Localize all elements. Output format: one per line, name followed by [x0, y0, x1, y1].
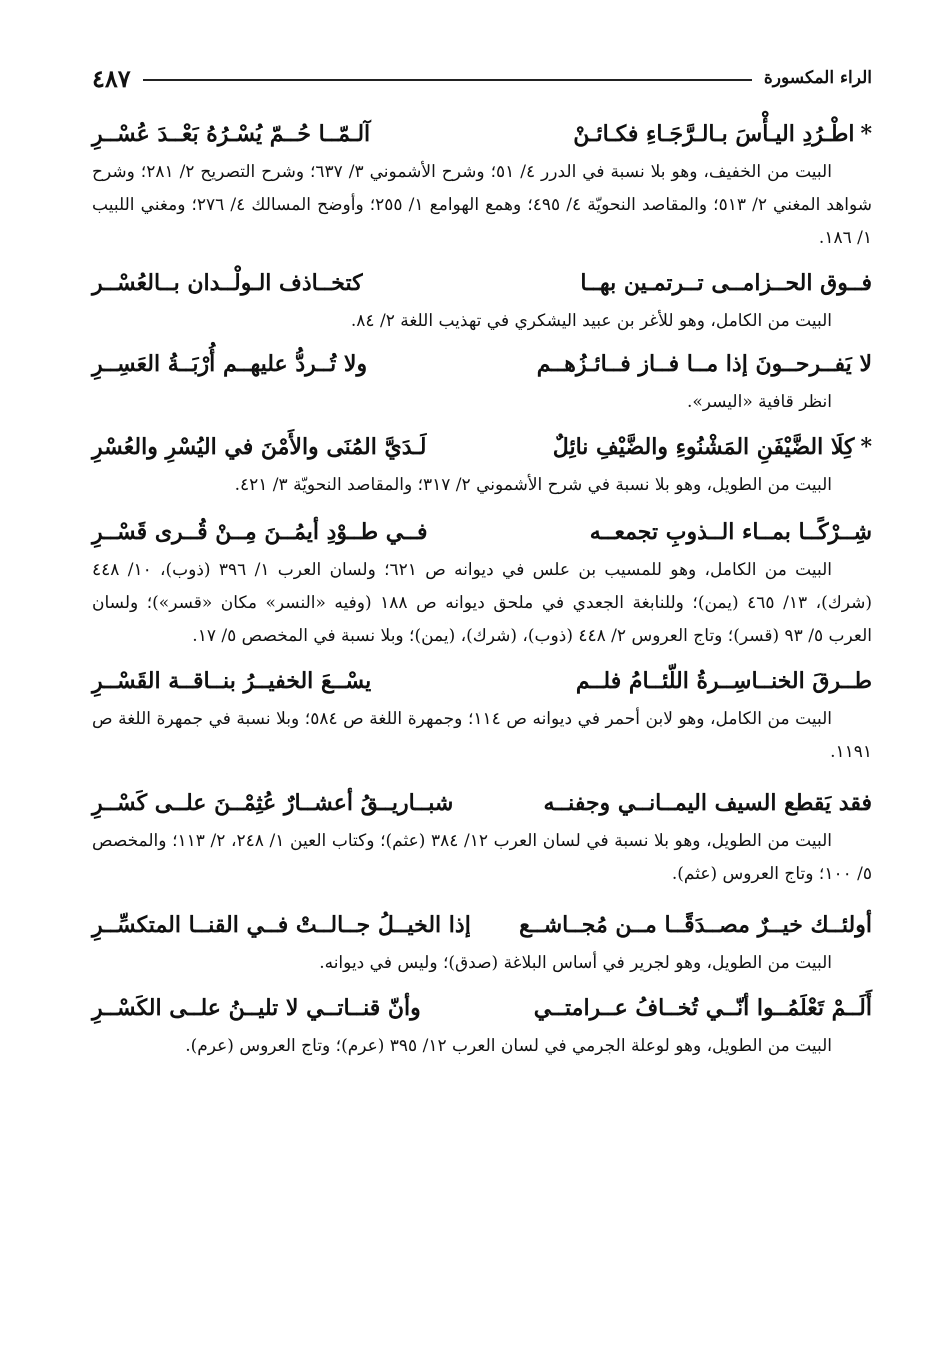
- citation-note: البيت من الطويل، وهو بلا نسبة في لسان العرب ١٢/ ٣٨٤ (عثم)؛ وكتاب العين ١/ ٢٤٨، ٢/ ١١٣؛ والمخصص ٥/ ١٠٠؛ وتاج العروس (عثم).: [92, 831, 872, 884]
- first-hemistich: أولئــك خيــرٌ مصــدَقًــا مــن مُجــاشــع: [519, 912, 872, 938]
- page-number: ٤٨٧: [92, 63, 131, 93]
- verse-entry: [92, 261, 872, 338]
- second-hemistich: آلـمّــا حُــمّ يُسْـرُهُ بَعْــدَ عُسْــرِ: [92, 121, 371, 147]
- first-hemistich: فــوق الحــزامــى تــرتمـين بهــا: [580, 270, 872, 296]
- chapter-title: الراء المكسورة: [763, 68, 872, 88]
- second-hemistich: ولا تُــردُّ عليهــم أُرْبَــةُ العَسِــرِ: [92, 351, 368, 377]
- star-marker: *: [860, 121, 872, 147]
- second-hemistich: شبــاريــقُ أعشــارٌ عُثِمْــنَ علــى كَسْــرِ: [92, 790, 454, 816]
- second-hemistich: وأنّ قنــاتــي لا تليــنُ علــى الكَسْــرِ: [92, 995, 421, 1021]
- citation-note: البيت من الطويل، وهو لجرير في أساس البلاغة (صدق)؛ وليس في ديوانه.: [319, 953, 832, 973]
- verse-line: [92, 659, 872, 703]
- first-hemistich: لا يَفــرحــونَ إذا مــا فــاز فــائـزُهــم: [536, 351, 872, 377]
- verse-line: [92, 510, 872, 554]
- verse-line: [92, 261, 872, 305]
- citation-note: انظر قافية «اليسر».: [686, 392, 832, 412]
- first-hemistich: فقد يَقطع السيف اليمــانــي وجفنــه: [543, 790, 872, 816]
- citation-note: البيت من الطويل، وهو لوعلة الجرمي في لسان العرب ١٢/ ٣٩٥ (عرم)؛ وتاج العروس (عرم).: [185, 1036, 832, 1056]
- verse-line: [92, 903, 872, 947]
- first-hemistich: [573, 112, 872, 156]
- verse-line: [92, 342, 872, 386]
- citation-note: البيت من الكامل، وهو للأغر بن عبيد اليشكري في تهذيب اللغة ٢/ ٨٤.: [350, 311, 832, 331]
- page-header: [92, 58, 872, 98]
- second-hemistich: فــي طــوْدِ أيمُــنَ مِــنْ قُــرى قَسْــرِ: [92, 519, 428, 545]
- first-hemistich: أَلَــمْ تَعْلَمُــوا أنّــي تُخــافُ عــرامتــي: [533, 995, 872, 1021]
- verse-entry: [92, 986, 872, 1063]
- verse-line: [92, 112, 872, 156]
- verse-line: [92, 425, 872, 469]
- first-hemistich: [553, 425, 872, 469]
- second-hemistich: لَـدَيَّ المُنَى والأَمْنَ في اليُسْرِ والعُسْرِ: [92, 434, 427, 460]
- verse-entry: [92, 781, 872, 891]
- verse-line: [92, 986, 872, 1030]
- second-hemistich: إذا الخيــلُ جــالــتْ فــي القنــا المتكسِّــرِ: [92, 912, 471, 938]
- citation-note: البيت من الكامل، وهو للمسيب بن علس في ديوانه ص ٦٢١؛ ولسان العرب ١/ ٣٩٦ (ذوب)، ١٠/ ٤٤٨ (شرك)، ١٣/ ٤٦٥ (يمن)؛ وللنابغة الجعدي في ملحق ديوانه ص ١٨٨ (وفيه «النسر» مكان «قسر»)؛ ولسان العرب ٥/ ٩٣ (قسر)؛ وتاج العروس ٢/ ٤٤٨ (ذوب)، (شرك)، (يمن)؛ وبلا نسبة في المخصص ٥/ ١٧.: [92, 560, 873, 646]
- first-hemistich: طــرقَ الخنــاسِــرةُ اللّئــامُ فلــم: [575, 668, 872, 694]
- header-rule: [143, 79, 752, 81]
- citation-note: البيت من الخفيف، وهو بلا نسبة في الدرر ٤/ ٥١؛ وشرح الأشموني ٣/ ٦٣٧؛ وشرح التصريح ٢/ ٢٨١؛ وشرح شواهد المغني ٢/ ٥١٣؛ والمقاصد النحويّة ٤/ ٤٩٥؛ وهمع الهوامع ١/ ٢٥٥؛ وأوضح المسالك ٤/ ٢٧٦؛ ومغني اللبيب ١/ ١٨٦.: [92, 162, 873, 248]
- citation-note: البيت من الطويل، وهو بلا نسبة في شرح الأشموني ٢/ ٣١٧؛ والمقاصد النحويّة ٣/ ٤٢١.: [234, 475, 832, 495]
- verse-entry: [92, 342, 872, 419]
- verse-entry: [92, 112, 872, 255]
- first-hemistich-text: كِلَا الضَّيْفَنِ المَشْنُوءِ والضَّيْفِ نائِلٌ: [552, 434, 855, 460]
- second-hemistich: كتخــاذف الـولْــدان بــالعُسْــر: [92, 270, 363, 296]
- verse-line: [92, 781, 872, 825]
- citation-note: البيت من الكامل، وهو لابن أحمر في ديوانه ص ١١٤؛ وجمهرة اللغة ص ٥٨٤؛ وبلا نسبة في جمهرة اللغة ص ١١٩١.: [92, 709, 872, 762]
- verse-entry: [92, 510, 872, 653]
- verse-entry: [92, 425, 872, 502]
- star-marker: *: [860, 434, 872, 460]
- verse-entry: [92, 659, 872, 769]
- first-hemistich-text: اطْـرُدِ اليـأْسَ بـالـرَّجَـاءِ فكـائـنْ: [573, 121, 855, 147]
- page: [92, 58, 872, 1063]
- first-hemistich: شِــرْكًــا بمــاء الــذوبِ تجمعــه: [589, 519, 872, 545]
- second-hemistich: يسْــعَ الخفيــرُ بنــاقــة القَسْــرِ: [92, 668, 372, 694]
- verse-entry: [92, 903, 872, 980]
